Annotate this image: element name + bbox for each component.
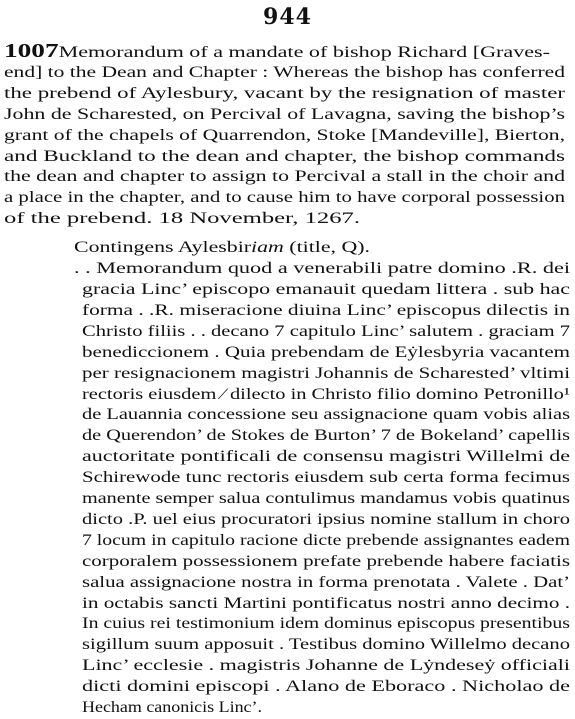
latin-line-6: per resignacionem magistri Johannis de Scharested’ vltimi (82, 363, 571, 382)
latin-line-16: salua assignacione nostra in forma prenotata . Valete . Dat’ (82, 572, 571, 591)
latin-heading (0, 236, 575, 258)
summary-line (0, 40, 575, 62)
latin-line (0, 278, 575, 300)
latin-line (0, 654, 575, 676)
latin-line (0, 529, 575, 551)
summary-line (0, 82, 575, 104)
latin-line-17: in octabis sancti Martini pontificatus nostri anno decimo . (82, 593, 570, 612)
latin-line (0, 466, 575, 488)
summary-line-8: a place in the chapter, and to cause him to have corporal possession (4, 188, 566, 207)
latin-line (0, 299, 575, 321)
summary-line-2: end] to the Dean and Chapter : Whereas the bishop has conferred (4, 62, 566, 81)
latin-line (0, 320, 575, 342)
summary-line (0, 124, 575, 146)
heading-pre: Contingens Aylesbir (74, 238, 252, 257)
summary-line-4: John de Scharested, on Percival of Lavagna, saving the bishop’s (4, 104, 565, 123)
latin-line (0, 362, 575, 384)
latin-line-3: forma . .R. miseracione diuina Linc’ episcopus dilectis in (82, 300, 571, 319)
latin-line-15: corporalem possessionem prefate prebende habere faciatis (82, 551, 570, 570)
latin-line (0, 403, 575, 425)
latin-line-10: auctoritate pontificali de consensu magistri Willelmi de (82, 447, 571, 466)
page-number: 944 (263, 4, 312, 30)
summary-line-text (4, 40, 550, 63)
latin-line (0, 633, 575, 655)
latin-line (0, 675, 575, 697)
summary-line (0, 103, 575, 125)
latin-line-12: manente semper salua contulimus mandamus vobis quatinus (82, 489, 571, 507)
latin-line (0, 571, 575, 593)
summary-line-6: and Buckland to the dean and chapter, the bishop commands (4, 146, 565, 165)
latin-line-1: . . Memorandum quod a venerabili patre domino .R. dei (74, 259, 571, 277)
latin-line (0, 696, 575, 718)
latin-line (0, 487, 575, 509)
latin-line-5: benediccionem . Quia prebendam de Eẏlesbyria vacantem (82, 342, 571, 361)
heading-italic: iam (251, 238, 284, 257)
latin-line (0, 612, 575, 634)
summary-line (0, 165, 575, 187)
summary-line-5: grant of the chapels of Quarrendon, Stoke [Mandeville], Bierton, (4, 125, 565, 144)
latin-line-22: Hecham canonicis Linc’. (82, 698, 263, 716)
latin-line (0, 508, 575, 530)
latin-line (0, 424, 575, 446)
heading-post: (title, Q). (283, 238, 371, 257)
latin-line-7: rectoris eiusdem ⁄ dilecto in Christo filio domino Petronillo¹ (82, 384, 570, 403)
latin-line-13: dicto .P. uel eius procuratori ipsius nomine stallum in choro (82, 509, 570, 528)
summary-line (0, 207, 575, 229)
latin-line-9: de Querendon’ de Stokes de Burton’ 7 de Bokeland’ capellis (82, 426, 570, 445)
latin-line-18: In cuius rei testimonium idem dominus episcopus presentibus (82, 614, 570, 633)
latin-line-21: dicti domini episcopi . Alano de Eboraco . Nicholao de (82, 677, 571, 696)
latin-line (0, 592, 575, 614)
latin-line-8: de Lauannia concessione seu assignacione quam vobis alias (82, 405, 571, 424)
latin-line (0, 445, 575, 467)
latin-line (0, 257, 575, 279)
summary-line (0, 61, 575, 83)
summary-line (0, 145, 575, 167)
latin-line (0, 341, 575, 363)
entry-number: 1007 (4, 40, 59, 62)
latin-line-14: 7 locum in capitulo racione dicte prebende assignantes eadem (82, 530, 571, 549)
summary-line-3: the prebend of Aylesbury, vacant by the resignation of master (4, 83, 566, 102)
summary-line-7: the dean and chapter to assign to Percival a stall in the choir and (4, 167, 565, 186)
latin-line-2: gracia Linc’ episcopo emanauit quedam littera . sub hac (82, 279, 570, 298)
latin-heading-text (74, 236, 370, 258)
latin-line-19: sigillum suum apposuit . Testibus domino Willelmo decano (82, 635, 570, 654)
latin-line (0, 550, 575, 572)
summary-line-9: of the prebend. 18 November, 1267. (4, 209, 361, 228)
summary-line-1: Memorandum of a mandate of bishop Richard [Graves- (58, 43, 551, 61)
latin-line (0, 383, 575, 405)
summary-line (0, 186, 575, 208)
latin-line-4: Christo filiis . . decano 7 capitulo Linc’ salutem . graciam 7 (82, 321, 571, 340)
latin-line-11: Schirewode tunc rectoris eiusdem sub certa forma fecimus (82, 468, 571, 487)
latin-line-20: Linc’ ecclesie . magistris Johanne de Lẏndeseẏ officiali (82, 656, 570, 675)
